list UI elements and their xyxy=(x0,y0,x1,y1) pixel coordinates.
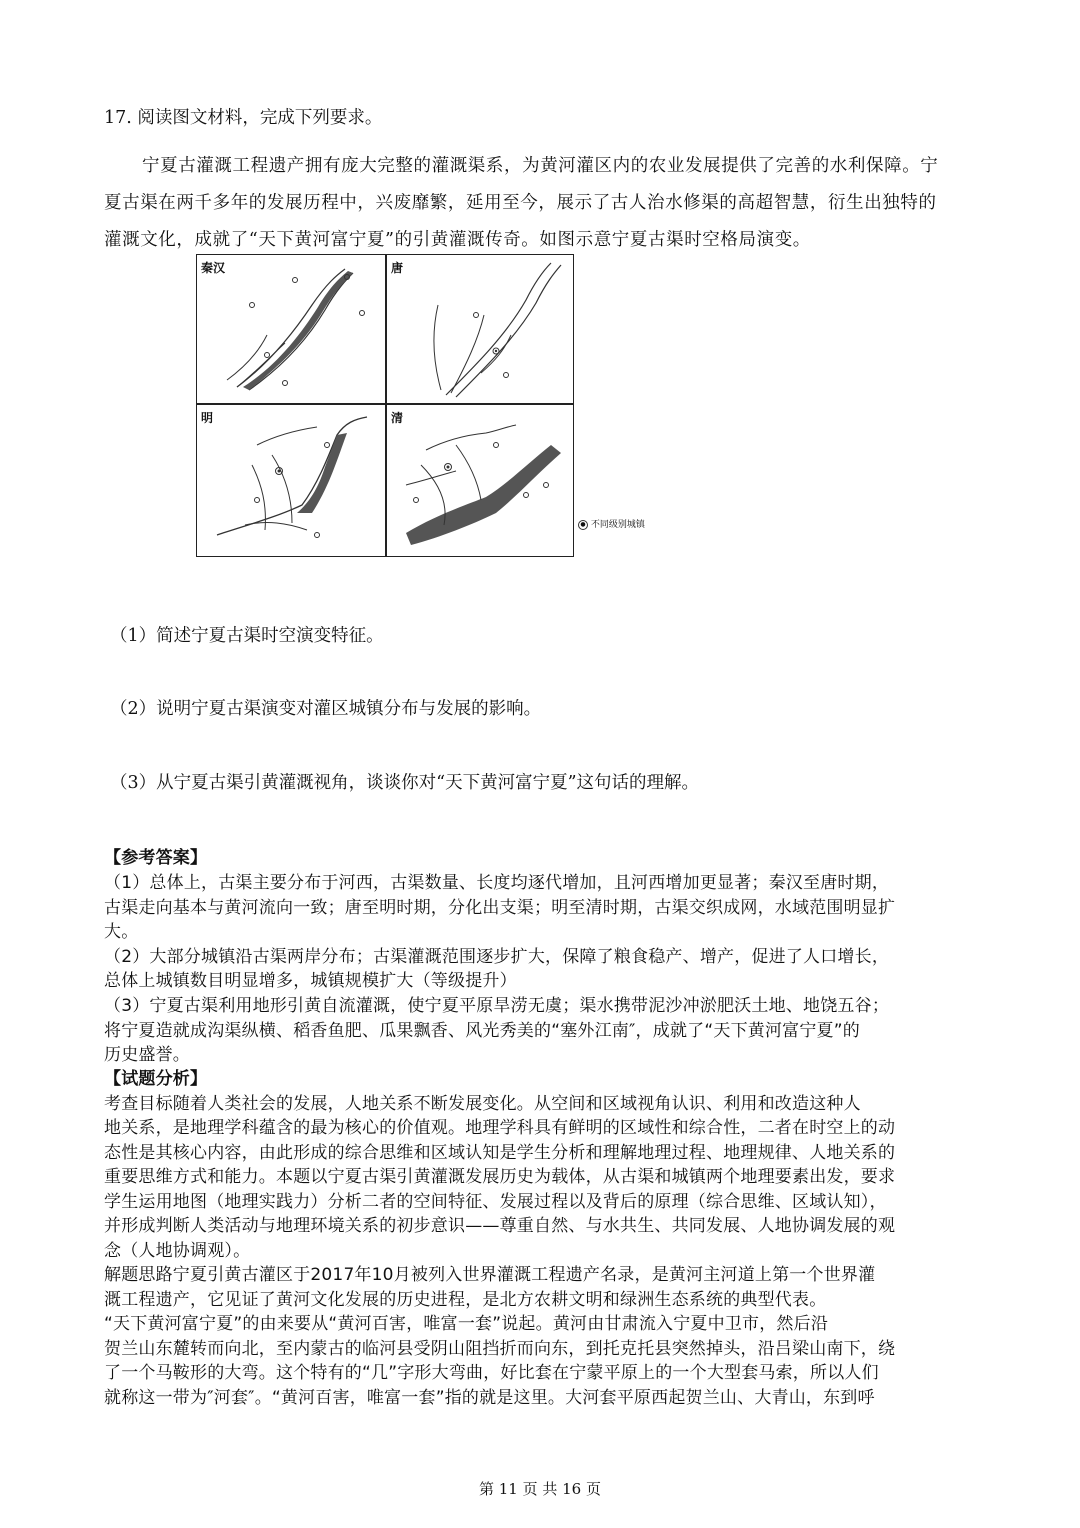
answer-line: 古渠走向基本与黄河流向一致；唐至明时期，分化出支渠；明至清时期，古渠交织成网，水域范围明显扩 xyxy=(104,898,896,918)
analysis-line: 贺兰山东麓转而向北，至内蒙古的临河县受阴山阻挡折而向东，到托克托县突然掉头，沿吕梁山南下，绕 xyxy=(104,1339,896,1359)
question-title: 17. 阅读图文材料，完成下列要求。 xyxy=(104,108,383,128)
legend-town-icon: ● xyxy=(578,520,588,530)
sub-question-1: （1）简述宁夏古渠时空演变特征。 xyxy=(110,626,384,646)
material-line-3: 灌溉文化，成就了“天下黄河富宁夏”的引黄灌溉传奇。如图示意宁夏古渠时空格局演变。 xyxy=(104,230,811,250)
map-qinhan xyxy=(197,255,385,403)
analysis-line: 地关系，是地理学科蕴含的最为核心的价值观。地理学科具有鲜明的区域性和综合性，二者在时空上的动 xyxy=(104,1118,896,1138)
analysis-line: 了一个马鞍形的大弯。这个特有的“几”字形大弯曲，好比套在宁蒙平原上的一个大型套马索，所以人们 xyxy=(104,1363,879,1383)
material-line-2: 夏古渠在两千多年的发展历程中，兴废靡繁，延用至今，展示了古人治水修渠的高超智慧，衍生出独特的 xyxy=(104,193,937,213)
answer-line: （3）宁夏古渠利用地形引黄自流灌溉，使宁夏平原旱涝无虞；渠水携带泥沙冲淤肥沃土地、地饶五谷； xyxy=(104,996,890,1016)
map-ming xyxy=(197,405,385,555)
answer-line: （2）大部分城镇沿古渠两岸分布；古渠灌溉范围逐步扩大，保障了粮食稳产、增产，促进了人口增长， xyxy=(104,947,890,967)
analysis-header: 【试题分析】 xyxy=(104,1069,208,1089)
figure-legend xyxy=(578,517,645,530)
sub-question-3: （3）从宁夏古渠引黄灌溉视角，谈谈你对“天下黄河富宁夏”这句话的理解。 xyxy=(110,773,700,793)
answer-line: （1）总体上，古渠主要分布于河西，古渠数量、长度均逐代增加，且河西增加更显著；秦汉至唐时期， xyxy=(104,873,890,893)
analysis-line: 态性是其核心内容，由此形成的综合思维和区域认知是学生分析和理解地理过程、地理规律、人地关系的 xyxy=(104,1143,896,1163)
analysis-line: 念（人地协调观）。 xyxy=(104,1241,251,1261)
material-line-1: 宁夏古灌溉工程遗产拥有庞大完整的灌溉渠系，为黄河灌区内的农业发展提供了完善的水利保障。宁 xyxy=(142,156,939,176)
analysis-line: 就称这一带为″河套″。“黄河百害，唯富一套”指的就是这里。大河套平原西起贺兰山、大青山，东到呼 xyxy=(104,1388,875,1408)
canal-evolution-figure xyxy=(196,254,574,557)
legend-label: 不同级别城镇 xyxy=(590,520,645,530)
analysis-line: 学生运用地图（地理实践力）分析二者的空间特征、发展过程以及背后的原理（综合思维、区域认知）， xyxy=(104,1192,887,1212)
answer-line: 将宁夏造就成沟渠纵横、稻香鱼肥、瓜果飘香、风光秀美的“塞外江南″，成就了“天下黄河富宁夏”的 xyxy=(104,1021,860,1041)
analysis-line: 考查目标随着人类社会的发展，人地关系不断发展变化。从空间和区域视角认识、利用和改造这种人 xyxy=(104,1094,861,1114)
answer-line: 大。 xyxy=(104,922,139,942)
answer-header: 【参考答案】 xyxy=(104,848,208,868)
analysis-line: 解题思路宁夏引黄古灌区于2017年10月被列入世界灌溉工程遗产名录，是黄河主河道上第一个世界灌 xyxy=(104,1265,876,1285)
analysis-line: “天下黄河富宁夏”的由来要从“黄河百害，唯富一套”说起。黄河由甘肃流入宁夏中卫市，然后沿 xyxy=(104,1314,829,1334)
sub-question-2: （2）说明宁夏古渠演变对灌区城镇分布与发展的影响。 xyxy=(110,699,542,719)
page-footer: 第 11 页 共 16 页 xyxy=(478,1480,601,1498)
map-tang xyxy=(386,255,573,403)
analysis-line: 重要思维方式和能力。本题以宁夏古渠引黄灌溉发展历史为载体，从古渠和城镇两个地理要素出发，要求 xyxy=(104,1167,896,1187)
analysis-line: 溉工程遗产，它见证了黄河文化发展的历史进程，是北方农耕文明和绿洲生态系统的典型代表。 xyxy=(104,1290,827,1310)
panel-label-qinhan: 秦汉 xyxy=(201,261,226,275)
analysis-line: 并形成判断人类活动与地理环境关系的初步意识——尊重自然、与水共生、共同发展、人地协调发展的观 xyxy=(104,1216,896,1236)
answer-line: 历史盛誉。 xyxy=(104,1045,190,1065)
panel-label-tang: 唐 xyxy=(391,261,404,275)
panel-label-qing: 清 xyxy=(391,411,404,425)
map-qing xyxy=(386,405,573,555)
panel-label-ming: 明 xyxy=(201,411,214,425)
answer-line: 总体上城镇数目明显增多，城镇规模扩大（等级提升） xyxy=(104,971,517,991)
